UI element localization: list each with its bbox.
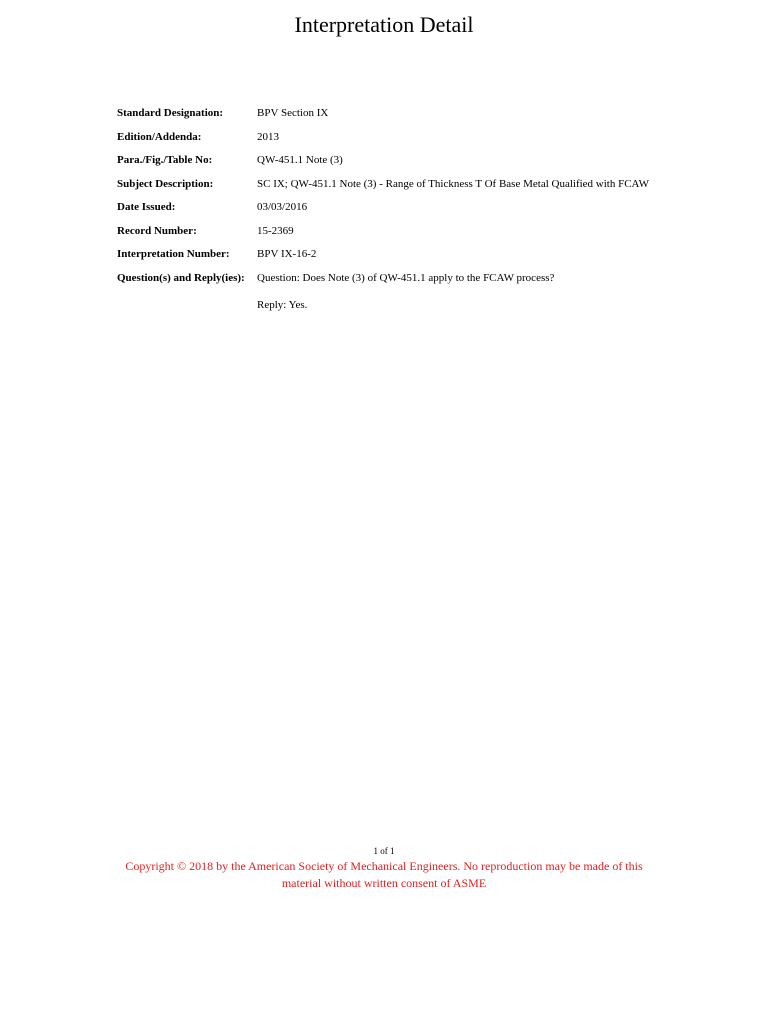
- date-issued-label: Date Issued:: [117, 201, 176, 213]
- detail-row-edition-addenda: [117, 130, 737, 144]
- questions-replies-label: Question(s) and Reply(ies):: [117, 271, 245, 284]
- detail-row-interpretation-number: [117, 247, 737, 261]
- copyright-notice: [0, 858, 768, 892]
- interpretation-detail-table: [117, 106, 737, 321]
- detail-row-questions-replies: [117, 271, 737, 312]
- subject-description-label: Subject Description:: [117, 177, 214, 190]
- standard-designation-label: Standard Designation:: [117, 107, 224, 119]
- page-title: Interpretation Detail: [294, 12, 474, 37]
- record-number-value: 15-2369: [257, 224, 294, 237]
- interpretation-number-label: Interpretation Number:: [117, 248, 230, 260]
- page-number: 1 of 1: [373, 846, 395, 856]
- para-fig-table-label: Para./Fig./Table No:: [117, 154, 213, 166]
- date-issued-value: 03/03/2016: [257, 201, 308, 213]
- para-fig-table-value: QW-451.1 Note (3): [257, 154, 343, 166]
- copyright-line-2: material without written consent of ASME: [281, 876, 487, 890]
- detail-row-subject-description: [117, 177, 737, 191]
- copyright-line-1: Copyright © 2018 by the American Society of Mechanical Engineers. No reproduction may be made of this: [125, 859, 643, 873]
- detail-row-record-number: [117, 224, 737, 238]
- edition-addenda-value: 2013: [257, 130, 279, 143]
- edition-addenda-label: Edition/Addenda:: [117, 130, 202, 143]
- record-number-label: Record Number:: [117, 224, 197, 237]
- detail-row-date-issued: [117, 200, 737, 214]
- detail-row-para-fig-table: [117, 153, 737, 167]
- interpretation-number-value: BPV IX-16-2: [257, 248, 317, 260]
- question-text: Question: Does Note (3) of QW-451.1 apply to the FCAW process?: [257, 271, 555, 284]
- detail-row-standard-designation: [117, 106, 737, 120]
- questions-replies-value: [257, 271, 737, 312]
- reply-text: Reply: Yes.: [257, 298, 308, 311]
- standard-designation-value: BPV Section IX: [257, 107, 329, 119]
- subject-description-value: SC IX; QW-451.1 Note (3) - Range of Thickness T Of Base Metal Qualified with FCAW: [257, 177, 650, 190]
